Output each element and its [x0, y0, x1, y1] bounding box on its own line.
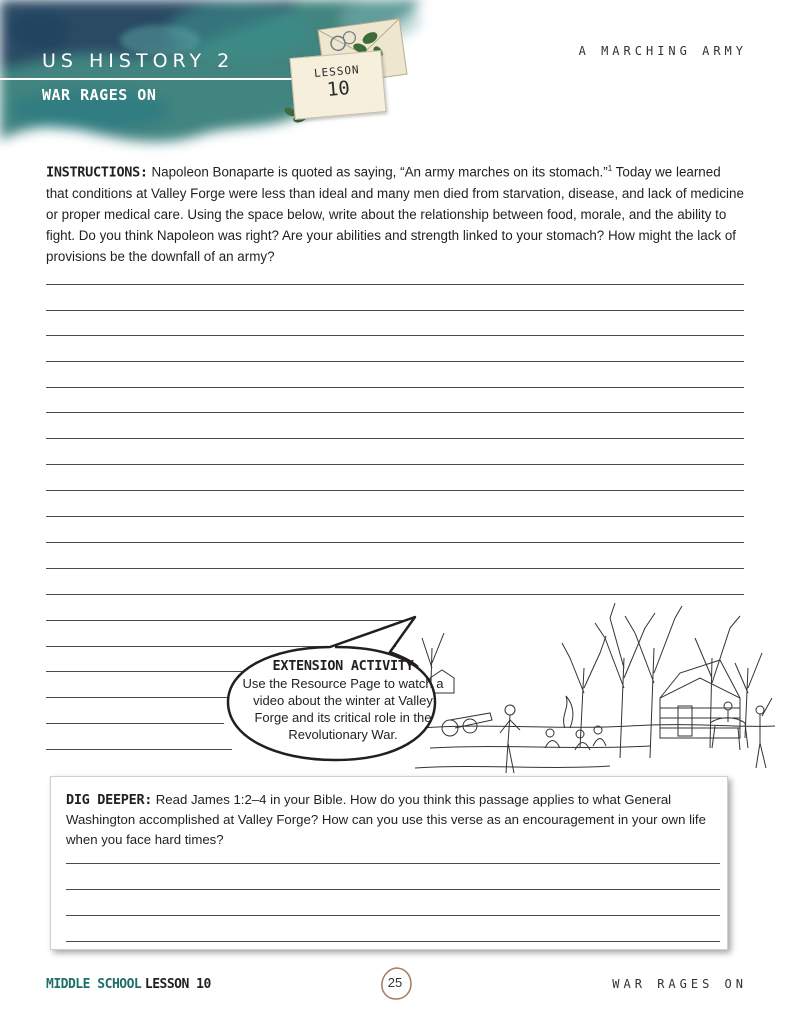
- writing-line[interactable]: [46, 412, 744, 413]
- writing-line[interactable]: [46, 464, 744, 465]
- writing-line[interactable]: [46, 335, 744, 336]
- dig-deeper-text: Read James 1:2–4 in your Bible. How do you think this passage applies to what General Washington accomplished at Valley Forge? How can you use this verse as an encouragement in your own life when you face hard times?: [66, 792, 706, 847]
- footnote-marker: 1: [607, 164, 613, 173]
- dig-deeper-paragraph: [66, 790, 726, 850]
- writing-line[interactable]: [46, 310, 744, 311]
- lesson-badge: [289, 50, 386, 120]
- writing-line[interactable]: [46, 697, 228, 698]
- page-number: 25: [387, 975, 403, 990]
- instructions-label: INSTRUCTIONS:: [46, 164, 148, 181]
- section-name: A MARCHING ARMY: [578, 44, 747, 58]
- writing-line[interactable]: [66, 915, 720, 916]
- extension-activity: [238, 658, 448, 743]
- writing-line[interactable]: [46, 749, 232, 750]
- instructions-text-part1: Napoleon Bonaparte is quoted as saying, “An army marches on its stomach.”: [147, 164, 608, 180]
- title-divider: [0, 78, 300, 80]
- writing-line[interactable]: [46, 671, 242, 672]
- dig-deeper-label: DIG DEEPER:: [66, 792, 153, 808]
- footer-level: MIDDLE SCHOOL: [46, 977, 142, 992]
- footer-level-lesson: [46, 976, 211, 992]
- instructions-paragraph: [46, 158, 746, 267]
- writing-line[interactable]: [46, 438, 744, 439]
- unit-title: WAR RAGES ON: [42, 86, 157, 104]
- series-title: US HISTORY 2: [42, 50, 235, 72]
- writing-line[interactable]: [46, 568, 744, 569]
- writing-line[interactable]: [66, 941, 720, 942]
- writing-line[interactable]: [46, 542, 744, 543]
- writing-line[interactable]: [46, 490, 744, 491]
- writing-line[interactable]: [66, 889, 720, 890]
- writing-line[interactable]: [46, 723, 224, 724]
- writing-line[interactable]: [46, 516, 744, 517]
- writing-line[interactable]: [66, 863, 720, 864]
- extension-activity-text: Use the Resource Page to watch a video about the winter at Valley Forge and its critical role in the Revolutionary War.: [242, 676, 444, 742]
- extension-activity-title: EXTENSION ACTIVITY: [272, 658, 414, 674]
- lesson-badge-label: LESSON: [313, 63, 361, 81]
- lesson-badge-number: 10: [325, 77, 351, 101]
- instructions-text-part2: Today we learned that conditions at Valley Forge were less than ideal and many men died from starvation, disease, and lack of medicine or proper medical care. Using the space below, write about the relationship between food, morale, and the ability to fight. Do you think Napoleon was right? Are your abilities and strength linked to your stomach? How might the lack of provisions be the downfall of an army?: [46, 164, 744, 265]
- writing-line[interactable]: [46, 594, 744, 595]
- writing-line[interactable]: [46, 361, 744, 362]
- writing-line[interactable]: [46, 284, 744, 285]
- writing-line[interactable]: [46, 387, 744, 388]
- footer-unit-title: WAR RAGES ON: [612, 977, 747, 991]
- valley-forge-illustration: [410, 598, 780, 783]
- footer-lesson: LESSON 10: [144, 977, 211, 992]
